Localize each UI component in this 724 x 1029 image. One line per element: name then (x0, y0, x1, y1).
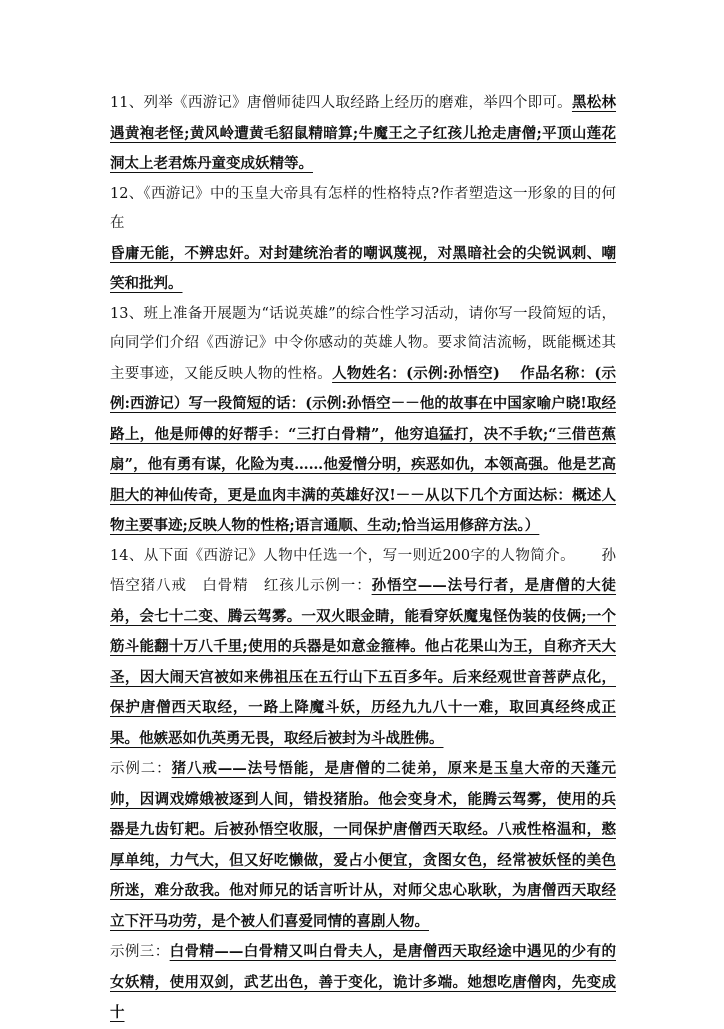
example-2 (110, 754, 616, 937)
example-label: 示例三： (110, 944, 170, 960)
answer-text: 人物姓名：(示例:孙悟空) 作品名称：(示例:西游记）写一段简短的话：(示例:孙悟空－－他的故事在中国家喻户晓!取经路上，他是师傅的好帮手：“三打白骨精”，他穷追猛打，决不手软;“三借芭蕉扇”，他有勇有谋，化险为夷……他爱憎分明，疾恶如仇，本领高强。他是艺高胆大的神仙传奇，更是血肉丰满的英雄好汉!－－从以下几个方面达标：概述人物主要事迹;反映人物的性格;语言通顺、生动;恰当运用修辞方法。） (110, 364, 617, 534)
question-text: 11、列举《西游记》唐僧师徒四人取经路上经历的磨难，举四个即可。 (110, 95, 572, 111)
example-label: 示例一： (310, 578, 372, 594)
answer-text: 昏庸无能，不辨忠奸。对封建统治者的嘲讽蔑视，对黑暗社会的尖锐讽刺、嘲笑和批判。 (110, 244, 616, 292)
document-page (110, 88, 616, 1029)
question-13 (110, 300, 616, 542)
question-12 (110, 180, 616, 300)
character-options: 孙悟空猪八戒 白骨精 红孩儿 (110, 547, 617, 594)
example-text: 白骨精——白骨精又叫白骨夫人，是唐僧西天取经途中遇见的少有的女妖精，使用双剑，武艺出色，善于变化，诡计多端。她想吃唐僧肉，先变成十 (110, 943, 616, 1021)
answer-text: 黑松林遇黄袍老怪;黄风岭遭黄毛貂鼠精暗算;牛魔王之子红孩儿抢走唐僧;平顶山莲花洞太上老君炼丹童变成妖精等。 (110, 94, 617, 172)
question-11 (110, 88, 616, 180)
example-text: 孙悟空——法号行者，是唐僧的大徒弟，会七十二变、腾云驾雾。一双火眼金睛，能看穿妖魔鬼怪伪装的伎俩;一个筋斗能翻十万八千里;使用的兵器是如意金箍棒。他占花果山为王，自称齐天大圣，因大闹天宫被如来佛祖压在五行山下五百多年。后来经观世音菩萨点化，保护唐僧西天取经，一路上降魔斗妖，历经九九八十一难，取回真经终成正果。他嫉恶如仇英勇无畏，取经后被封为斗战胜佛。 (110, 577, 617, 747)
example-label: 示例二： (110, 761, 172, 777)
question-text: 14、从下面《西游记》人物中任选一个，写一则近200字的人物简介。 (110, 547, 576, 564)
question-text: 12、《西游记》中的玉皇大帝具有怎样的性格特点?作者塑造这一形象的目的何在 (110, 185, 616, 231)
example-text: 猪八戒——法号悟能，是唐僧的二徒弟，原来是玉皇大帝的天蓬元帅，因调戏嫦娥被逐到人间，错投猪胎。他会变身术，能腾云驾雾，使用的兵器是九齿钉耙。后被孙悟空收服，一同保护唐僧西天取经。八戒性格温和，憨厚单纯，力气大，但又好吃懒做，爱占小便宜，贪图女色，经常被妖怪的美色所迷，难分敌我。他对师兄的话言听计从，对师父忠心耿耿，为唐僧西天取经立下汗马功劳，是个被人们喜爱同情的喜剧人物。 (110, 760, 617, 930)
question-text: 13、班上准备开展题为“话说英雄”的综合性学习活动，请你写一段简短的话，向同学们介绍《西游记》中令你感动的英雄人物。要求简洁流畅，既能概述其主要事迹，又能反映人物的性格。 (110, 305, 616, 382)
question-14 (110, 542, 616, 755)
example-3 (110, 937, 616, 1029)
